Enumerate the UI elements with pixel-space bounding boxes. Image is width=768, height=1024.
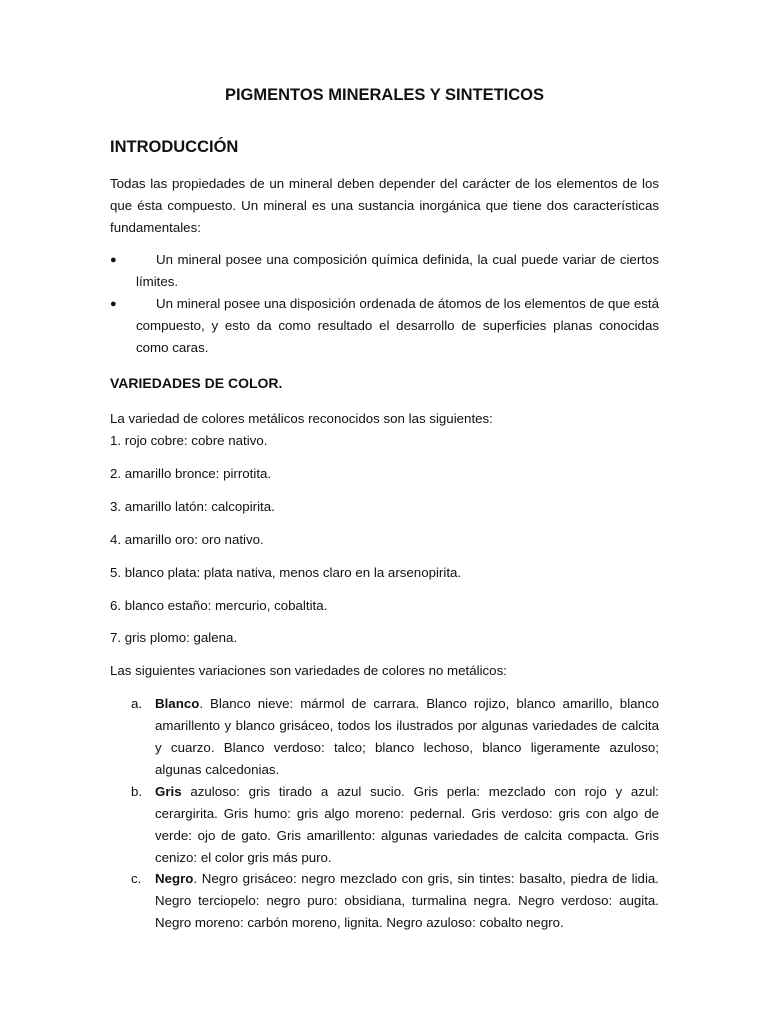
metallic-item: 6. blanco estaño: mercurio, cobaltita. bbox=[110, 598, 328, 613]
document-title: PIGMENTOS MINERALES Y SINTETICOS bbox=[224, 86, 545, 104]
bullet-text: Un mineral posee una composición química definida, la cual puede variar de ciertos límites. bbox=[136, 252, 659, 289]
color-term: Negro bbox=[155, 871, 194, 886]
colors-heading: VARIEDADES DE COLOR. bbox=[110, 375, 283, 391]
color-description: . Negro grisáceo: negro mezclado con gris, sin tintes: basalto, piedra de lidia. Negro terciopelo: negro puro: obsidiana, turmalina negra. Negro verdoso: augita. Negro moreno: carbón moreno, lignita. Negro azuloso: cobalto negro. bbox=[155, 871, 659, 930]
metallic-item: 3. amarillo latón: calcopirita. bbox=[110, 499, 275, 514]
metallic-item: 4. amarillo oro: oro nativo. bbox=[110, 532, 264, 547]
bullet-dot-icon: ● bbox=[110, 254, 117, 266]
metallic-item: 5. blanco plata: plata nativa, menos claro en la arsenopirita. bbox=[110, 565, 462, 580]
metallic-item: 7. gris plomo: galena. bbox=[110, 630, 238, 645]
color-term: Gris bbox=[155, 784, 182, 799]
intro-heading: INTRODUCCIÓN bbox=[110, 138, 239, 156]
list-marker: a. bbox=[131, 696, 143, 711]
metallic-intro: La variedad de colores metálicos reconocidos son las siguientes: bbox=[110, 411, 493, 426]
metallic-item: 1. rojo cobre: cobre nativo. bbox=[110, 433, 268, 448]
color-description: . Blanco nieve: mármol de carrara. Blanco rojizo, blanco amarillo, blanco amarillento y blanco grisáceo, todos los ilustrados por algunas variedades de calcita y cuarzo. Blanco verdoso: talco; blanco lechoso, blanco ligeramente azuloso; algunas calcedonias. bbox=[155, 696, 659, 777]
bullet-dot-icon: ● bbox=[110, 298, 117, 310]
metallic-item: 2. amarillo bronce: pirrotita. bbox=[110, 466, 272, 481]
intro-paragraph: Todas las propiedades de un mineral deben depender del carácter de los elementos de los que ésta compuesto. Un mineral es una sustancia inorgánica que tiene dos características fundamentales: bbox=[110, 176, 659, 235]
nonmetallic-intro: Las siguientes variaciones son variedades de colores no metálicos: bbox=[110, 663, 507, 678]
bullet-text: Un mineral posee una disposición ordenada de átomos de los elementos de que está compuesto, y esto da como resultado el desarrollo de superficies planas conocidas como caras. bbox=[136, 296, 659, 355]
list-marker: c. bbox=[131, 871, 142, 886]
list-marker: b. bbox=[131, 784, 143, 799]
color-description: azuloso: gris tirado a azul sucio. Gris perla: mezclado con rojo y azul: cerargirita. Gris humo: gris algo moreno: pedernal. Gris verdoso: gris con algo de verde: ojo de gato. Gris amarillento: algunas variedades de calcita compacta. Gris cenizo: el color gris más puro. bbox=[155, 784, 659, 865]
color-term: Blanco bbox=[155, 696, 200, 711]
